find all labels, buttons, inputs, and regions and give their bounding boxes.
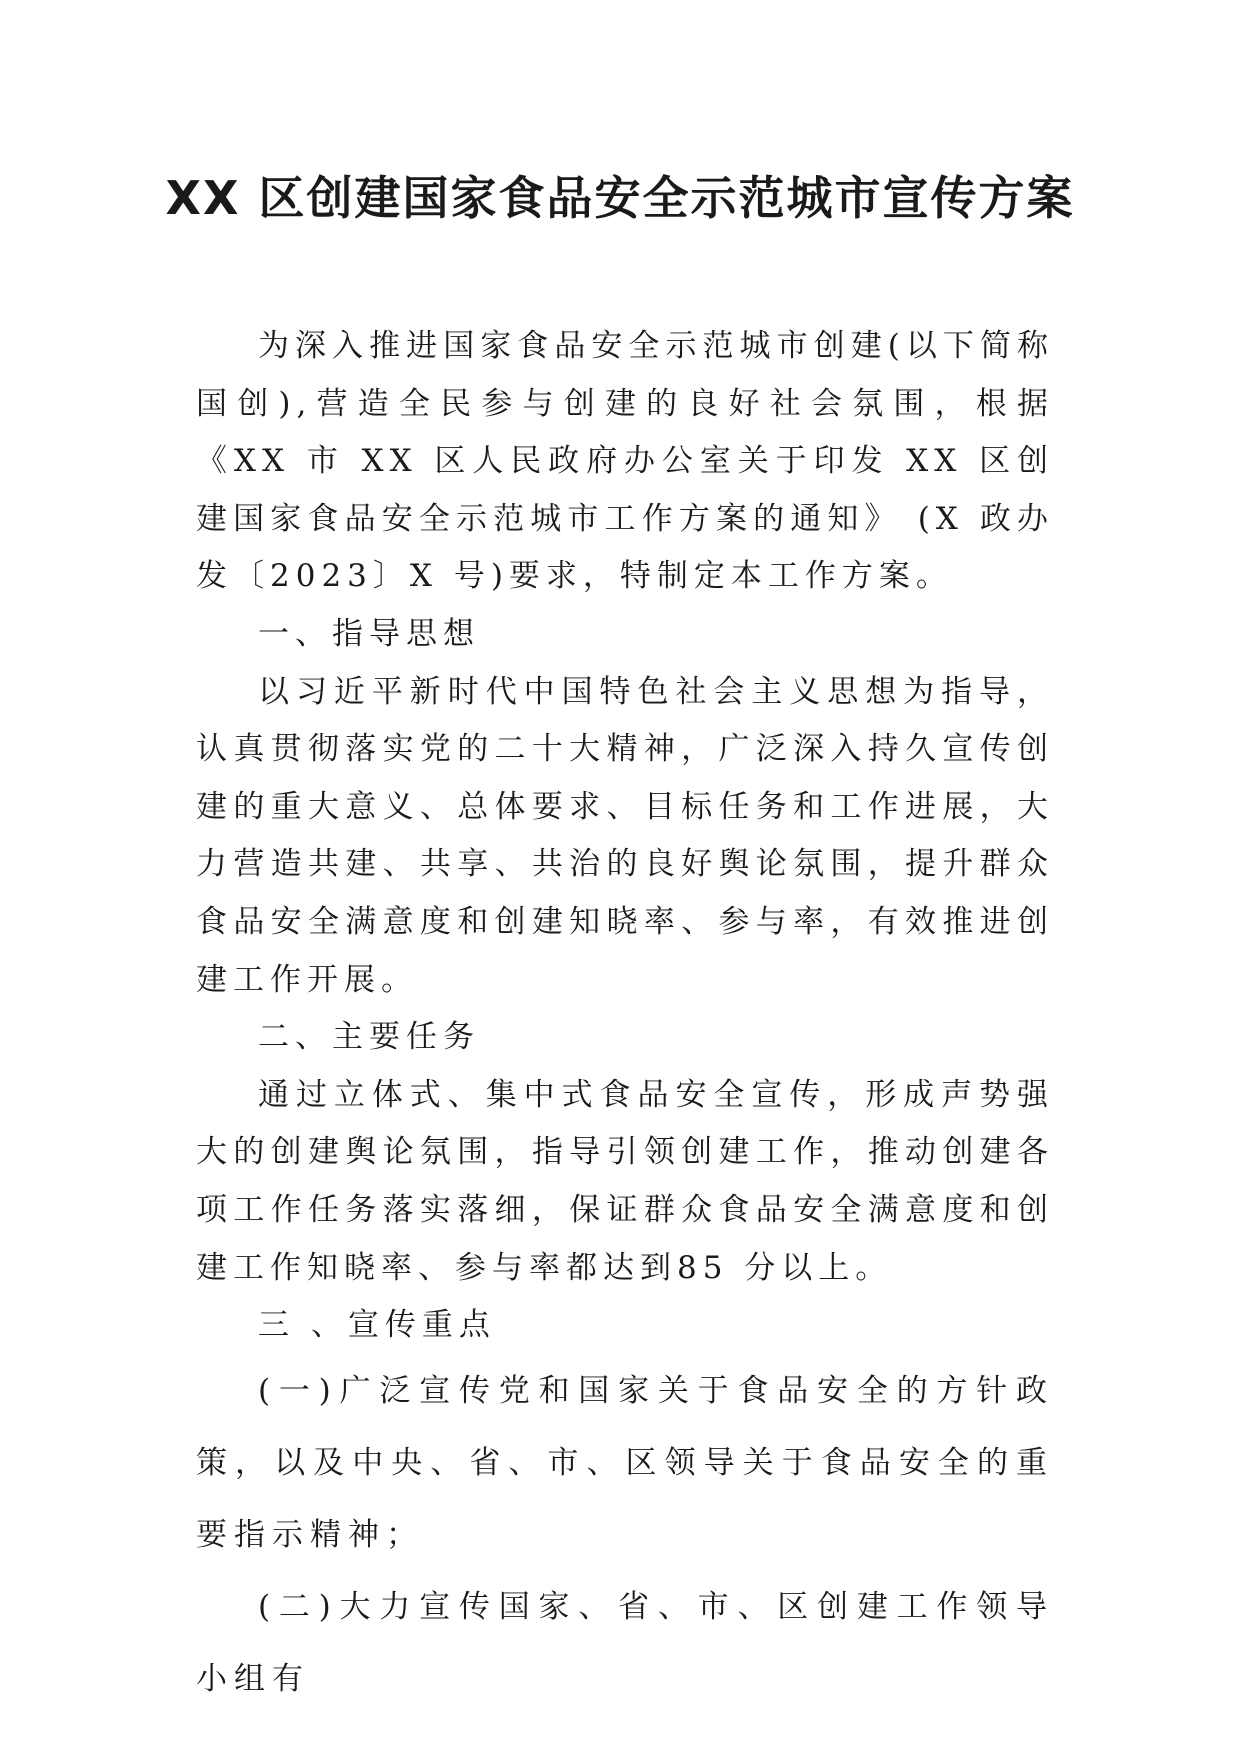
publicity-focus-item-2: (二)大力宣传国家、省、市、区创建工作领导小组有 xyxy=(196,1588,1054,1697)
publicity-focus-item-1: (一)广泛宣传党和国家关于食品安全的方针政策，以及中央、省、市、区领导关于食品安全的重要指示精神； xyxy=(196,1372,1054,1553)
document-body xyxy=(196,318,1054,1715)
section-heading-main-tasks: 二、主要任务 xyxy=(258,1019,480,1056)
section-heading-guiding-thought: 一、指导思想 xyxy=(258,615,480,652)
main-tasks-paragraph: 通过立体式、集中式食品安全宣传，形成声势强大的创建舆论氛围，指导引领创建工作，推动创建各项工作任务落实落细，保证群众食品安全满意度和创建工作知晓率、参与率都达到85 分以上。 xyxy=(196,1076,1054,1286)
guiding-thought-paragraph: 以习近平新时代中国特色社会主义思想为指导，认真贯彻落实党的二十大精神，广泛深入持久宣传创建的重大意义、总体要求、目标任务和工作进展，大力营造共建、共享、共治的良好舆论氛围，提升群众食品安全满意度和创建知晓率、参与率，有效推进创建工作开展。 xyxy=(196,673,1054,998)
section-heading-publicity-focus: 三 、宣传重点 xyxy=(258,1307,496,1344)
document-title: XX 区创建国家食品安全示范城市宣传方案 xyxy=(165,171,1075,225)
intro-paragraph: 为深入推进国家食品安全示范城市创建(以下简称国创),营造全民参与创建的良好社会氛围，根据《XX 市 XX 区人民政府办公室关于印发 XX 区创建国家食品安全示范城市工作方案的通知》 (X 政办发〔2023〕X 号)要求，特制定本工作方案。 xyxy=(196,328,1054,595)
